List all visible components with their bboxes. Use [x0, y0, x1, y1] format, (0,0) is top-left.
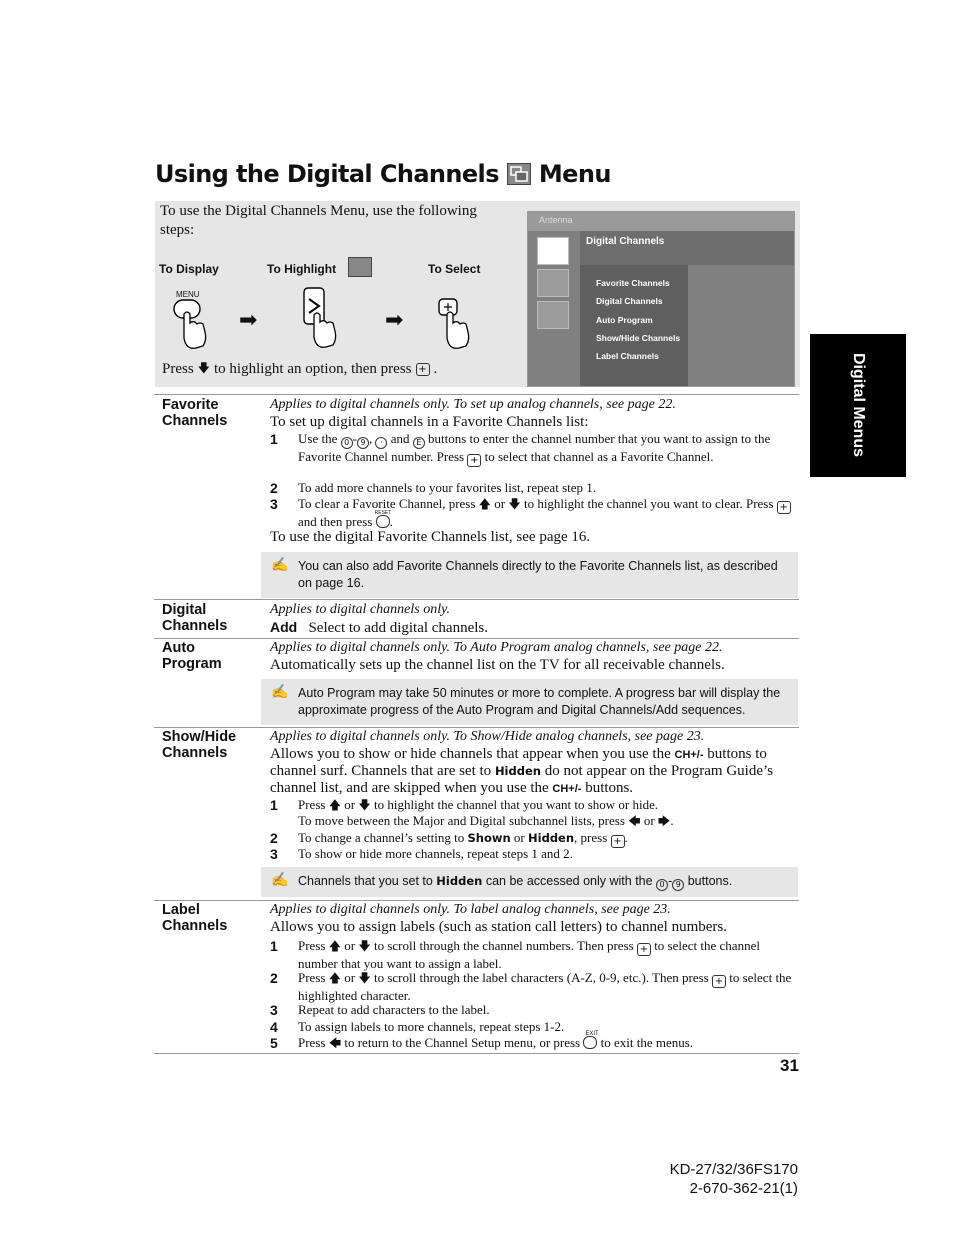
tv-menu-header: Digital Channels — [586, 236, 665, 247]
favorite-step-2: 2 To add more channels to your favorites list, repeat step 1. — [270, 480, 597, 496]
press-instruction: Press 🡇 to highlight an option, then press + . — [162, 359, 437, 380]
intro-text: To use the Digital Channels Menu, use the following steps: — [160, 203, 477, 238]
model-info: KD-27/32/36FS170 2-670-362-21(1) — [669, 1161, 798, 1197]
tv-menu-list — [580, 265, 688, 386]
label-step-2: 2 Press 🡅 or 🡇 to scroll through the label characters (A-Z, 0-9, etc.). Then press + to select the highlighted character. — [270, 970, 792, 1003]
to-highlight-label: To Highlight — [267, 262, 337, 276]
showhide-note: ✍ Channels that you set to Hidden can be accessed only with the 0 - 9 buttons. — [261, 867, 798, 897]
divider — [154, 394, 799, 395]
lock-menu-icon — [537, 301, 569, 329]
tv-menu-item: Show/Hide Channels — [596, 333, 681, 343]
favorite-body: Applies to digital channels only. To set up analog channels, see page 22. To set up digital channels in a Favorite Channels list: — [270, 397, 676, 430]
label-step-3: 3 Repeat to add characters to the label. — [270, 1002, 490, 1018]
term-digital: Digital Channels — [162, 602, 228, 634]
showhide-step-3: 3 To show or hide more channels, repeat steps 1 and 2. — [270, 846, 573, 862]
page-title — [155, 160, 611, 188]
favorite-step-3: 3 To clear a Favorite Channel, press 🡅 or 🡇 to highlight the channel you want to clear. Press + and then press RESET . — [270, 496, 795, 530]
showhide-step-1: 1 Press 🡅 or 🡇 to highlight the channel that you want to show or hide. To move between the Major and Digital subchannel lists, press 🡄 or 🡆. — [270, 797, 674, 828]
note-pen-icon: ✍ — [271, 871, 289, 887]
page-number: 31 — [780, 1056, 799, 1075]
tv-menu-item: Favorite Channels — [596, 278, 670, 288]
hand-press-select-icon — [436, 296, 476, 352]
select-button-icon: + — [416, 363, 430, 376]
digital-channels-menu-icon — [537, 237, 569, 265]
label-step-1: 1 Press 🡅 or 🡇 to scroll through the channel numbers. Then press + to select the channel number that you want to assign a label. — [270, 938, 760, 971]
auto-note: ✍ Auto Program may take 50 minutes or more to complete. A progress bar will display the approximate progress of the Auto Program and Digital Channels/Add sequences. — [261, 679, 798, 725]
arrow-right-icon: ➡ — [239, 308, 258, 333]
page-title-part2: Menu — [538, 160, 611, 188]
setup-menu-icon — [537, 269, 569, 297]
favorite-outro: To use the digital Favorite Channels list, see page 16. — [270, 529, 591, 545]
term-showhide: Show/Hide Channels — [162, 729, 237, 761]
favorite-note: ✍ You can also add Favorite Channels directly to the Favorite Channels list, as described on page 16. — [261, 552, 798, 598]
showhide-body: Applies to digital channels only. To Show/Hide analog channels, see page 23. Allows you to show or hide channels that appear when you use the CH+/- buttons to channel surf. Channels that are set to Hidden do not appear on the Program Guide’s channel list, and are skipped when you use the CH+/- buttons. — [270, 729, 773, 796]
highlight-menu-icon — [348, 257, 372, 277]
side-tab — [810, 334, 906, 477]
note-pen-icon: ✍ — [271, 556, 289, 572]
auto-body: Applies to digital channels only. To Auto Program analog channels, see page 22. Automatically sets up the channel list on the TV for all receivable channels. — [270, 640, 725, 673]
to-display-label: To Display — [159, 262, 219, 276]
arrow-right-icon: ➡ — [385, 308, 404, 333]
menu-key-label: MENU — [176, 290, 200, 299]
label-step-5: 5 Press 🡄 to return to the Channel Setup menu, or press EXIT to exit the menus. — [270, 1031, 694, 1051]
divider — [154, 638, 799, 639]
divider — [154, 599, 799, 600]
tv-menu-item: Auto Program — [596, 315, 653, 325]
divider — [154, 727, 799, 728]
tv-menu-item: Label Channels — [596, 351, 659, 361]
digital-channels-icon — [507, 163, 531, 185]
divider — [154, 900, 799, 901]
term-favorite: Favorite Channels — [162, 397, 228, 429]
tv-menu-item: Digital Channels — [596, 296, 663, 306]
showhide-step-2: 2 To change a channel’s setting to Shown or Hidden, press + . — [270, 830, 628, 847]
term-label: Label Channels — [162, 902, 228, 934]
digital-body: Applies to digital channels only. Add Select to add digital channels. — [270, 602, 488, 636]
label-body: Applies to digital channels only. To label analog channels, see page 23. Allows you to assign labels (such as station call letters) to channel numbers. — [270, 902, 727, 935]
tv-source-label: Antenna — [528, 212, 794, 231]
tv-menu-screen — [527, 211, 795, 387]
arrow-down-icon: 🡇 — [197, 361, 211, 375]
to-select-label: To Select — [428, 262, 481, 276]
hand-press-arrow-icon — [300, 285, 340, 351]
favorite-step-1: 1 Use the 0 - 9 , · and E buttons to enter the channel number that you want to assign to the Favorite Channel number. Press + to select that channel as a Favorite Channel. — [270, 431, 771, 466]
term-auto: Auto Program — [162, 640, 222, 672]
side-tab-label: Digital Menus — [850, 352, 867, 458]
page-title-part1: Using the Digital Channels — [155, 160, 499, 188]
note-pen-icon: ✍ — [271, 683, 289, 699]
divider — [154, 1053, 799, 1054]
label-step-4: 4 To assign labels to more channels, repeat steps 1-2. — [270, 1019, 565, 1035]
